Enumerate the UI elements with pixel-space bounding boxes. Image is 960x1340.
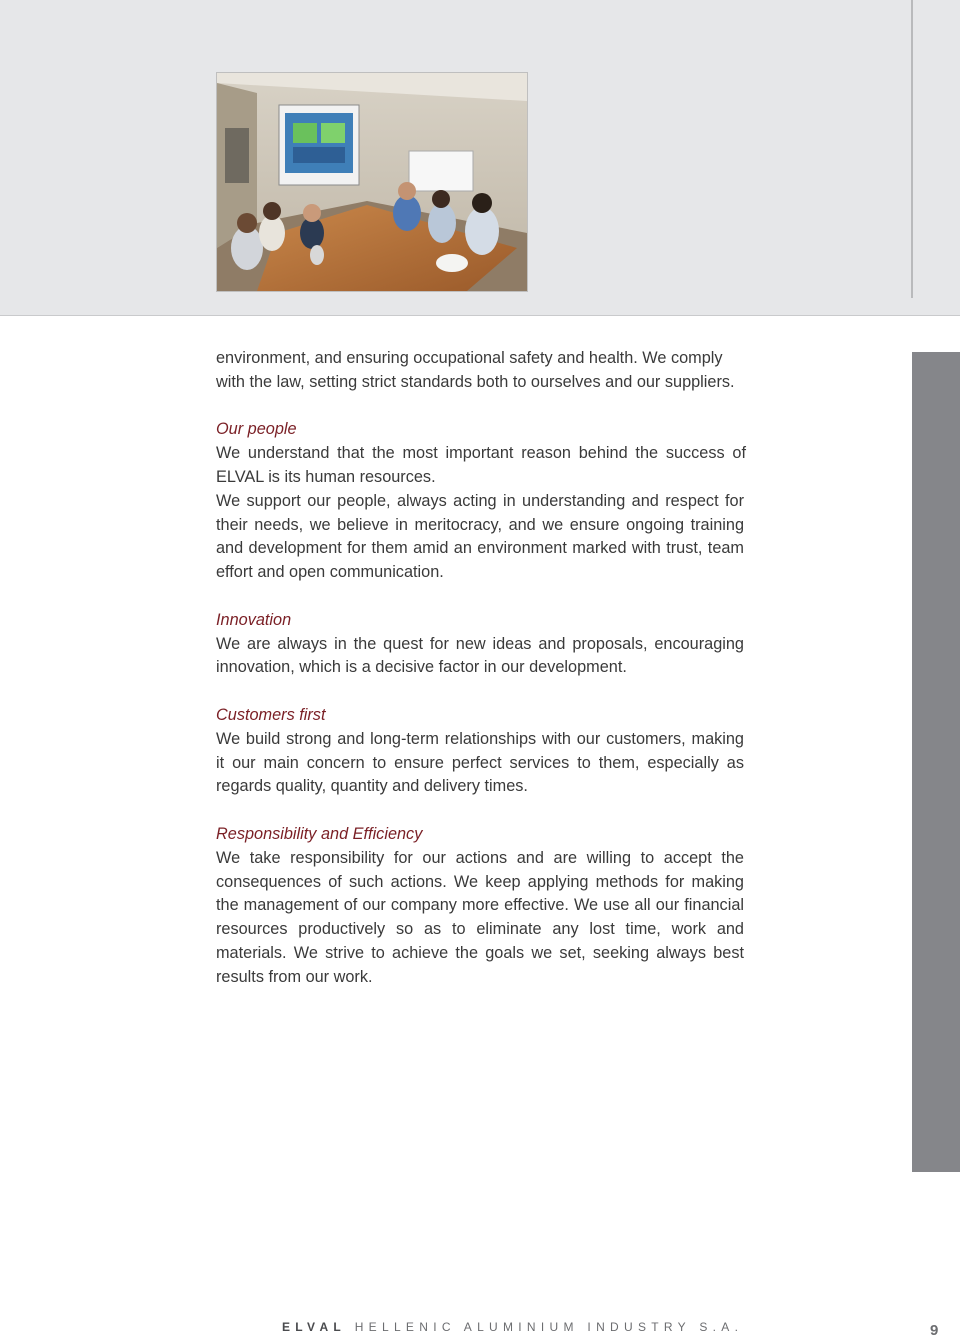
footer (282, 1320, 743, 1334)
side-color-bar (912, 352, 960, 1172)
heading-customers-first: Customers first (216, 705, 326, 724)
our-people-paragraph-2: We support our people, always acting in understanding and respect for their needs, we believe in meritocracy, and we ensure ongoing training and development for them amid an environment marked with trust, team effort and open communication. (216, 491, 744, 582)
vertical-rule (911, 0, 913, 298)
innovation-paragraph: We are always in the quest for new ideas and proposals, encouraging innovation, which is a decisive factor in our development. (216, 634, 744, 677)
main-text (216, 347, 744, 990)
intro-line-2: with the law, setting strict standards both to ourselves and our suppliers. (216, 372, 735, 391)
heading-responsibility-efficiency: Responsibility and Efficiency (216, 824, 423, 843)
heading-innovation: Innovation (216, 610, 292, 629)
responsibility-paragraph: We take responsibility for our actions and are willing to accept the consequences of such actions. We keep applying methods for making the management of our company more effective. We use all our financial resources productively so as to eliminate any lost time, work and materials. We strive to achieve the goals we set, seeking always best results from our work. (216, 848, 744, 986)
page-number: 9 (930, 1322, 939, 1339)
footer-brand: ELVAL (282, 1320, 347, 1334)
meeting-room-photo (216, 72, 528, 292)
customers-first-paragraph: We build strong and long-term relationships with our customers, making it our main concern to ensure perfect services to them, especially as regards quality, quantity and delivery times. (216, 729, 744, 796)
heading-our-people: Our people (216, 420, 297, 439)
footer-company: HELLENIC ALUMINIUM INDUSTRY S.A. (354, 1320, 744, 1334)
intro-line-1: environment, and ensuring occupational safety and health. We comply (216, 349, 723, 367)
our-people-paragraph-1: We understand that the most important reason behind the success of ELVAL is its human resources. (216, 444, 746, 486)
